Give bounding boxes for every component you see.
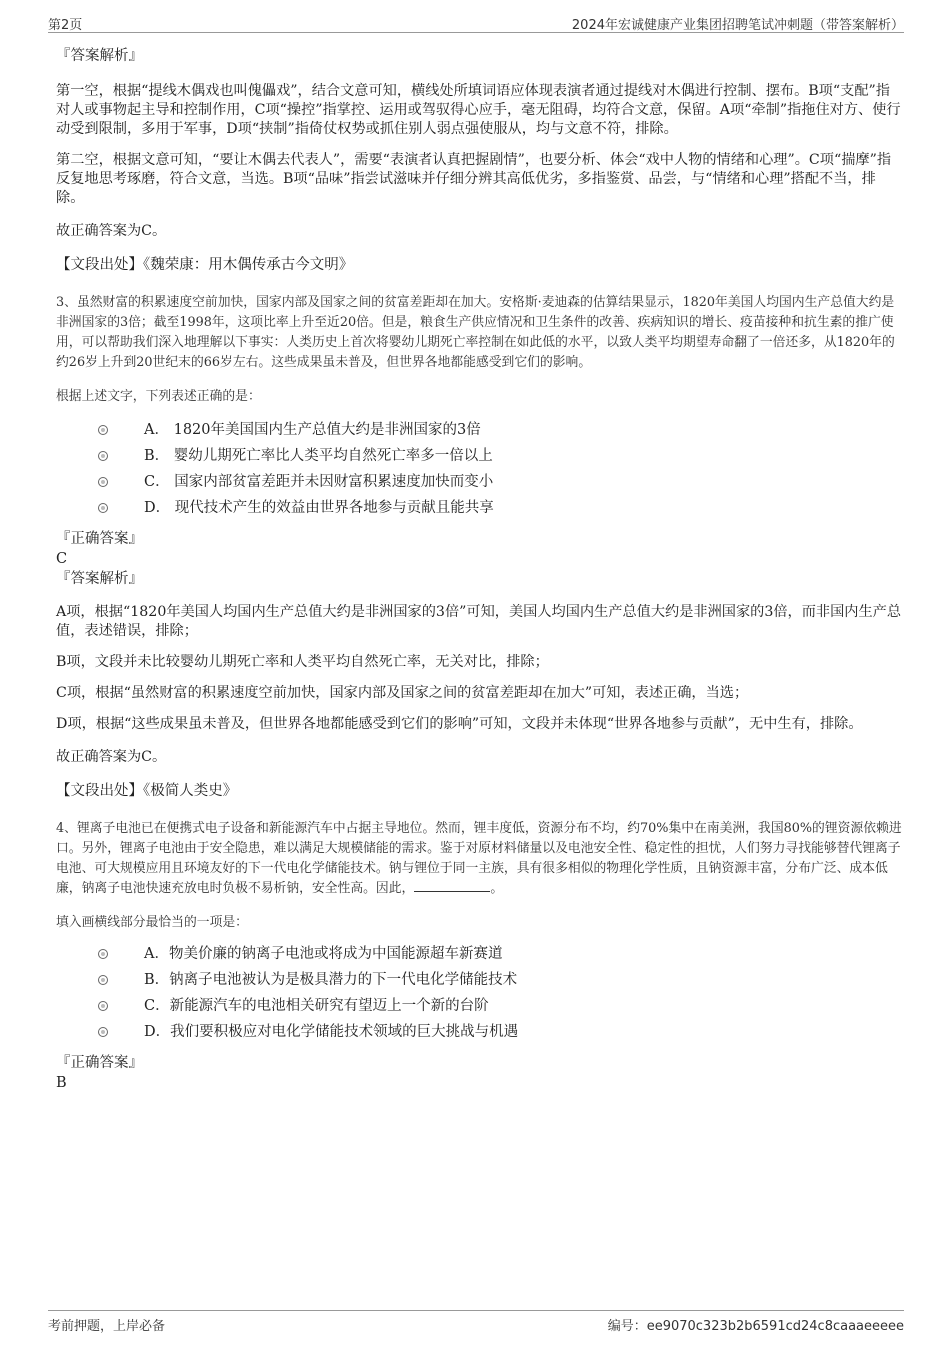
q3-analysis-label: 『答案解析』 [56,571,143,587]
q3-analysis-a: A项，根据“1820年美国人均国内生产总值大约是非洲国家的3倍”可知，美国人均国内生产总值大约是非洲国家的3倍，而非国内生产总值，表述错误，排除； [56,604,902,639]
option-text: 现代技术产生的效益由世界各地参与贡献且能共享 [174,500,494,516]
q3-source: 【文段出处】《极简人类史》 [56,783,238,799]
q4-prompt: 填入画横线部分最恰当的一项是： [56,915,248,930]
option-text: 国家内部贫富差距并未因财富积累速度加快而变小 [174,474,494,490]
document-title: 2024年宏诚健康产业集团招聘笔试冲刺题（带答案解析） [571,18,904,33]
q4-answer-label: 『正确答案』 [56,1055,143,1071]
q4-option-b[interactable] [56,967,902,993]
page-header [48,10,904,33]
option-key: B． [144,972,170,988]
radio-icon[interactable] [98,1027,108,1037]
q4-options [56,941,902,1045]
option-key: A． [144,946,169,962]
q3-analysis-c: C项，根据“虽然财富的积累速度空前加快，国家内部及国家之间的贫富差距却在加大”可知，表述正确，当选； [56,685,749,701]
q4-option-d[interactable] [56,1019,902,1045]
q3-prompt: 根据上述文字，下列表述正确的是： [56,389,261,404]
document-code: 编号：ee9070c323b2b6591cd24c8caaaeeeee [607,1319,904,1334]
option-key: D． [144,1024,171,1040]
page-footer [48,1310,904,1335]
option-text: 物美价廉的钠离子电池或将成为中国能源超车新赛道 [168,946,503,962]
q4-text-end: 。 [490,881,504,896]
q3-analysis-d: D项，根据“这些成果虽未普及，但世界各地都能感受到它们的影响”可知，文段并未体现“世界各地参与贡献”，无中生有，排除。 [56,716,863,732]
q3-question-text: 3、虽然财富的积累速度空前加快，国家内部及国家之间的贫富差距却在加大。安格斯·麦迪森的估算结果显示，1820年美国人均国内生产总值大约是非洲国家的3倍；截至1998年，这项比率上升至近20倍。但是，粮食生产供应情况和卫生条件的改善、疾病知识的增长、疫苗接种和抗生素的推广使用，可以帮助我们深入地理解以下事实：人类历史上首次将婴幼儿期死亡率控制在如此低的水平，以致人类平均期望寿命翻了一倍还多，从1820年的约26岁上升到20世纪末的66岁左右。这些成果虽未普及，但世界各地都能感受到它们的影响。 [56,295,895,370]
option-key: C． [144,474,170,490]
q4-answer: B [56,1075,67,1091]
q2-analysis-para-2: 第二空，根据文意可知，“要让木偶去代表人”，需要“表演者认真把握剧情”，也要分析、体会“戏中人物的情绪和心理”。C项“揣摩”指反复地思考琢磨，符合文意，当选。B项“品味”指尝试滋味并仔细分辨其高低优劣，多指鉴赏、品尝，与“情绪和心理”搭配不当，排除。 [56,152,892,206]
q4-question-text [56,819,902,899]
option-key: C． [144,998,170,1014]
q4-option-c[interactable] [56,993,902,1019]
q3-analysis-b: B项，文段并未比较婴幼儿期死亡率和人类平均自然死亡率，无关对比，排除； [56,654,549,670]
option-key: A． [144,422,169,438]
q3-answer-label: 『正确答案』 [56,531,143,547]
option-text: 1820年美国国内生产总值大约是非洲国家的3倍 [173,422,481,438]
q3-answer: C [56,551,68,567]
page-number: 第2页 [48,18,83,33]
q3-option-b[interactable] [56,443,902,469]
option-key: B． [144,448,170,464]
q4-text: 4、锂离子电池已在便携式电子设备和新能源汽车中占据主导地位。然而，锂丰度低，资源分布不均，约70%集中在南美洲，我国80%的锂资源依赖进口。另外，锂离子电池由于安全隐患，难以满足大规模储能的需求。鉴于对原材料储量以及电池安全性、稳定性的担忧，人们努力寻找能够替代锂离子电池、可大规模应用且环境友好的下一代电化学储能技术。钠与锂位于同一主族，具有很多相似的物理化学性质，且钠资源丰富，分布广泛、成本低廉，钠离子电池快速充放电时负极不易析钠，安全性高。因此， [56,821,902,896]
option-key: D． [144,500,171,516]
radio-icon[interactable] [98,425,108,435]
radio-icon[interactable] [98,477,108,487]
q4-option-a[interactable] [56,941,902,967]
option-text: 钠离子电池被认为是极具潜力的下一代电化学储能技术 [169,972,518,988]
q2-conclusion: 故正确答案为C。 [56,223,167,239]
q3-option-c[interactable] [56,469,902,495]
option-text: 婴幼儿期死亡率比人类平均自然死亡率多一倍以上 [173,448,493,464]
q2-source: 【文段出处】《魏荣康：用木偶传承古今文明》 [56,257,354,273]
radio-icon[interactable] [98,949,108,959]
footer-slogan: 考前押题，上岸必备 [48,1319,166,1334]
fill-blank [414,879,490,892]
q2-analysis-para-1: 第一空，根据“提线木偶戏也叫傀儡戏”，结合文意可知，横线处所填词语应体现表演者通过提线对木偶进行控制、摆布。B项“支配”指对人或事物起主导和控制作用，C项“操控”指掌控、运用或驾驭得心应手，毫无阻碍，均符合文意，保留。A项“牵制”指拖住对方、使行动受到限制，多用于军事，D项“挟制”指倚仗权势或抓住别人弱点强使服从，均与文意不符，排除。 [56,83,901,137]
radio-icon[interactable] [98,451,108,461]
q3-options [56,417,902,521]
radio-icon[interactable] [98,503,108,513]
radio-icon[interactable] [98,1001,108,1011]
q3-option-d[interactable] [56,495,902,521]
option-text: 新能源汽车的电池相关研究有望迈上一个新的台阶 [169,998,489,1014]
q3-option-a[interactable] [56,417,902,443]
q3-conclusion: 故正确答案为C。 [56,749,167,765]
q2-analysis-label: 『答案解析』 [56,48,143,64]
option-text: 我们要积极应对电化学储能技术领域的巨大挑战与机遇 [170,1024,519,1040]
page-content [56,46,902,1093]
radio-icon[interactable] [98,975,108,985]
